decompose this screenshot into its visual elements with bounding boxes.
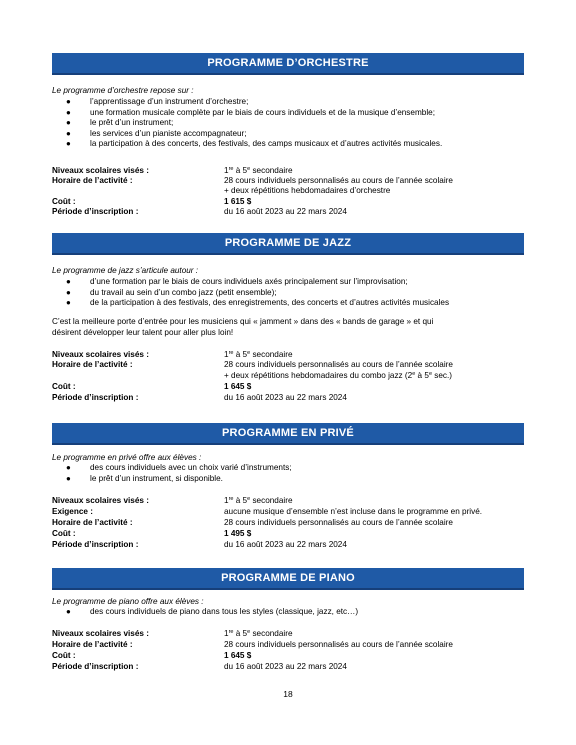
info-value: aucune musique d’ensemble n’est incluse dans le programme en privé. xyxy=(224,507,483,516)
info-label: Horaire de l’activité : xyxy=(52,518,133,527)
section-title-prive: PROGRAMME EN PRIVÉ xyxy=(52,423,524,445)
price-value: 1 615 $ xyxy=(224,197,252,206)
bullet-icon: ● xyxy=(66,463,71,472)
bullet-icon: ● xyxy=(66,287,71,297)
bullet-list xyxy=(66,607,358,618)
info-value: 1re à 5e secondaire xyxy=(224,350,293,359)
info-label: Exigence : xyxy=(52,507,93,516)
info-label: Période d’inscription : xyxy=(52,662,139,671)
info-label: Période d’inscription : xyxy=(52,207,139,216)
list-item: ● le prêt d’un instrument; xyxy=(66,118,174,128)
list-item: ● la participation à des concerts, des festivals, des camps musicaux et d’autres activités musicales. xyxy=(66,139,443,149)
info-value: 1re à 5e secondaire xyxy=(224,166,293,175)
bullet-icon: ● xyxy=(66,277,71,286)
section-intro: Le programme de jazz s’articule autour : xyxy=(52,266,199,275)
section-intro: Le programme de piano offre aux élèves : xyxy=(52,597,204,606)
info-label: Niveaux scolaires visés : xyxy=(52,496,149,505)
price-value: 1 645 $ xyxy=(224,382,252,391)
page-number: 18 xyxy=(283,689,293,699)
info-value: 28 cours individuels personnalisés au cours de l’année scolaire xyxy=(224,360,453,369)
list-item: ● du travail au sein d’un combo jazz (petit ensemble); xyxy=(66,287,277,297)
info-value: + deux répétitions hebdomadaires du combo jazz (2e à 5e sec.) xyxy=(224,371,453,380)
section-title-piano: PROGRAMME DE PIANO xyxy=(52,568,524,590)
info-value: du 16 août 2023 au 22 mars 2024 xyxy=(224,207,347,216)
bullet-icon: ● xyxy=(66,107,71,117)
info-value: du 16 août 2023 au 22 mars 2024 xyxy=(224,662,347,671)
list-item: ● des cours individuels de piano dans tous les styles (classique, jazz, etc…) xyxy=(66,607,359,616)
price-value: 1 645 $ xyxy=(224,651,252,660)
bullet-icon: ● xyxy=(66,473,71,483)
section-title-orchestre: PROGRAMME D’ORCHESTRE xyxy=(52,53,524,75)
bullet-list xyxy=(66,277,449,309)
section-title-jazz: PROGRAMME DE JAZZ xyxy=(52,233,524,255)
bullet-icon: ● xyxy=(66,139,71,149)
list-item: ● une formation musicale complète par le biais de cours individuels et de la musique d’ensemble; xyxy=(66,107,435,117)
info-label: Coût : xyxy=(52,382,76,391)
info-label: Coût : xyxy=(52,197,76,206)
bullet-list xyxy=(66,97,442,150)
info-value: 28 cours individuels personnalisés au cours de l’année scolaire xyxy=(224,176,453,185)
list-item: ● le prêt d’un instrument, si disponible. xyxy=(66,473,223,483)
info-value: 28 cours individuels personnalisés au cours de l’année scolaire xyxy=(224,518,453,527)
info-label: Horaire de l’activité : xyxy=(52,360,133,369)
section-intro: Le programme d’orchestre repose sur : xyxy=(52,86,194,95)
info-label: Niveaux scolaires visés : xyxy=(52,629,149,638)
price-value: 1 495 $ xyxy=(224,529,252,538)
list-item: ● d’une formation par le biais de cours individuels axés principalement sur l’improvisation; xyxy=(66,277,408,286)
info-label: Horaire de l’activité : xyxy=(52,176,133,185)
section-paragraph: C’est la meilleure porte d’entrée pour les musiciens qui « jamment » dans des « bands de garage » et qui désirent développer leur talent pour aller plus loin! xyxy=(52,317,434,337)
info-value: 28 cours individuels personnalisés au cours de l’année scolaire xyxy=(224,640,453,649)
info-value: 1re à 5e secondaire xyxy=(224,496,293,505)
bullet-icon: ● xyxy=(66,97,71,106)
info-label: Période d’inscription : xyxy=(52,393,139,402)
info-label: Niveaux scolaires visés : xyxy=(52,350,149,359)
info-value: du 16 août 2023 au 22 mars 2024 xyxy=(224,393,347,402)
list-item: ● des cours individuels avec un choix varié d’instruments; xyxy=(66,463,292,472)
bullet-icon: ● xyxy=(66,298,71,308)
list-item: ● les services d’un pianiste accompagnateur; xyxy=(66,128,247,138)
bullet-icon: ● xyxy=(66,118,71,128)
info-label: Niveaux scolaires visés : xyxy=(52,166,149,175)
section-intro: Le programme en privé offre aux élèves : xyxy=(52,453,202,462)
info-value: 1re à 5e secondaire xyxy=(224,629,293,638)
bullet-icon: ● xyxy=(66,128,71,138)
info-value: + deux répétitions hebdomadaires d’orchestre xyxy=(224,186,391,195)
list-item: ● de la participation à des festivals, des enregistrements, des concerts et d’autres activités musicales xyxy=(66,298,450,308)
bullet-list xyxy=(66,463,292,484)
info-label: Période d’inscription : xyxy=(52,540,139,549)
list-item: ● l’apprentissage d’un instrument d’orchestre; xyxy=(66,97,249,106)
bullet-icon: ● xyxy=(66,607,71,616)
info-label: Horaire de l’activité : xyxy=(52,640,133,649)
info-label: Coût : xyxy=(52,529,76,538)
info-value: du 16 août 2023 au 22 mars 2024 xyxy=(224,540,347,549)
info-label: Coût : xyxy=(52,651,76,660)
